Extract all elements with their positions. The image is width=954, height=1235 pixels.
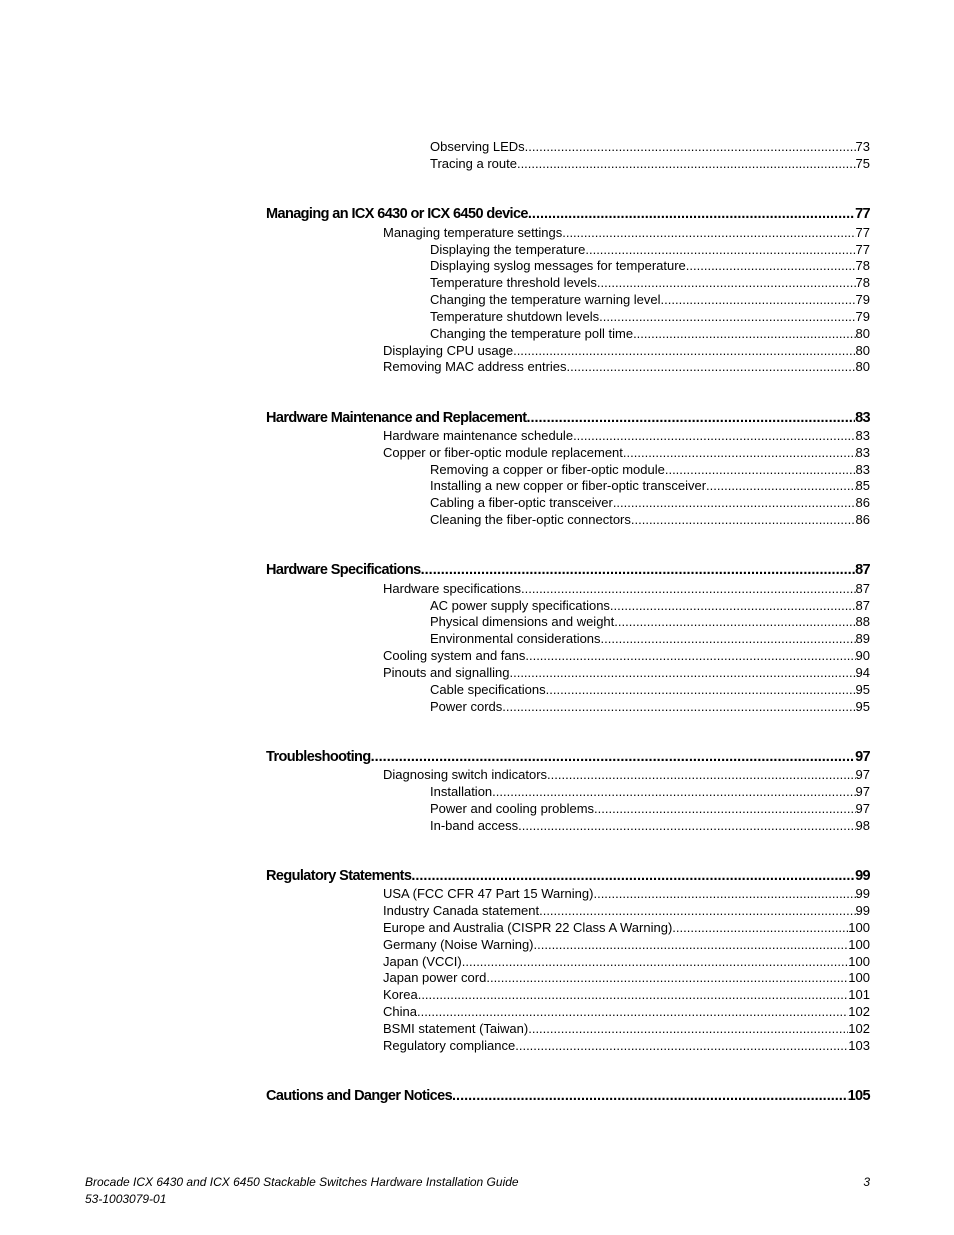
toc-dot-leader bbox=[610, 598, 856, 613]
toc-page-number: 94 bbox=[855, 665, 870, 680]
toc-section-entry[interactable] bbox=[383, 937, 870, 952]
toc-page-number: 100 bbox=[848, 920, 870, 935]
toc-page-number: 98 bbox=[855, 818, 870, 833]
toc-entry-title: Tracing a route bbox=[430, 156, 517, 171]
toc-dot-leader bbox=[509, 665, 855, 680]
toc-section-entry[interactable] bbox=[383, 767, 870, 782]
toc-section-entry[interactable] bbox=[430, 156, 870, 171]
toc-page-number: 85 bbox=[855, 478, 870, 493]
toc-entry-title: Troubleshooting bbox=[266, 749, 371, 765]
toc-section-entry[interactable] bbox=[383, 970, 870, 985]
toc-page-number: 80 bbox=[855, 359, 870, 374]
toc-entry-title: Cleaning the fiber-optic connectors bbox=[430, 512, 631, 527]
toc-section-entry[interactable] bbox=[430, 699, 870, 714]
toc-section-entry[interactable] bbox=[430, 258, 870, 273]
toc-entry-title: Korea bbox=[383, 987, 418, 1002]
toc-dot-leader bbox=[515, 1038, 848, 1053]
toc-section-entry[interactable] bbox=[430, 275, 870, 290]
toc-section-entry[interactable] bbox=[383, 359, 870, 374]
toc-page-number: 78 bbox=[855, 275, 870, 290]
toc-page-number: 101 bbox=[848, 987, 870, 1002]
toc-entry-title: Pinouts and signalling bbox=[383, 665, 510, 680]
toc-entry-title: Europe and Australia (CISPR 22 Class A Warning) bbox=[383, 920, 673, 935]
toc-entry-title: Managing temperature settings bbox=[383, 225, 563, 240]
toc-entry-title: Diagnosing switch indicators bbox=[383, 767, 548, 782]
toc-page-number: 99 bbox=[855, 868, 870, 884]
toc-chapter-entry[interactable] bbox=[266, 1088, 870, 1104]
toc-dot-leader bbox=[631, 512, 856, 527]
toc-dot-leader bbox=[672, 920, 848, 935]
toc-page-number: 90 bbox=[855, 648, 870, 663]
toc-chapter-entry[interactable] bbox=[266, 206, 870, 222]
toc-section-entry[interactable] bbox=[430, 801, 870, 816]
toc-section-entry[interactable] bbox=[430, 495, 870, 510]
toc-section-entry[interactable] bbox=[430, 614, 870, 629]
toc-dot-leader bbox=[517, 156, 856, 171]
toc-page-number: 87 bbox=[855, 598, 870, 613]
toc-dot-leader bbox=[371, 749, 855, 765]
toc-page-number: 95 bbox=[855, 699, 870, 714]
toc-dot-leader bbox=[547, 767, 856, 782]
toc-page-number: 83 bbox=[855, 428, 870, 443]
toc-dot-leader bbox=[665, 462, 856, 477]
toc-page-number: 79 bbox=[855, 292, 870, 307]
toc-page-number: 97 bbox=[855, 767, 870, 782]
toc-entry-title: Industry Canada statement bbox=[383, 903, 540, 918]
toc-page-number: 87 bbox=[855, 562, 870, 578]
toc-page-number: 83 bbox=[855, 410, 870, 426]
toc-page-number: 83 bbox=[855, 445, 870, 460]
toc-dot-leader bbox=[706, 478, 856, 493]
toc-entry-title: Cooling system and fans bbox=[383, 648, 526, 663]
toc-section-entry[interactable] bbox=[430, 818, 870, 833]
toc-page-number: 102 bbox=[848, 1021, 870, 1036]
toc-section-entry[interactable] bbox=[383, 1038, 870, 1053]
toc-dot-leader bbox=[462, 954, 849, 969]
toc-dot-leader bbox=[601, 631, 856, 646]
toc-page-number: 77 bbox=[855, 225, 870, 240]
toc-entry-title: Installing a new copper or fiber-optic transceiver bbox=[430, 478, 707, 493]
toc-section-entry[interactable] bbox=[383, 920, 870, 935]
toc-page-number: 79 bbox=[855, 309, 870, 324]
toc-dot-leader bbox=[599, 309, 855, 324]
toc-entry-title: Japan (VCCI) bbox=[383, 954, 462, 969]
toc-entry-title: Germany (Noise Warning) bbox=[383, 937, 534, 952]
toc-page-number: 87 bbox=[855, 581, 870, 596]
toc-dot-leader bbox=[525, 648, 855, 663]
toc-dot-leader bbox=[518, 818, 855, 833]
toc-dot-leader bbox=[492, 784, 855, 799]
toc-entry-title: Observing LEDs bbox=[430, 139, 525, 154]
toc-page-number: 97 bbox=[855, 749, 870, 765]
toc-entry-title: Displaying syslog messages for temperature bbox=[430, 258, 686, 273]
toc-dot-leader bbox=[585, 242, 855, 257]
toc-section-entry[interactable] bbox=[383, 581, 870, 596]
toc-page-number: 99 bbox=[855, 886, 870, 901]
toc-dot-leader bbox=[513, 343, 855, 358]
footer-page-number: 3 bbox=[863, 1175, 870, 1189]
toc-page-number: 97 bbox=[855, 784, 870, 799]
toc-entry-title: Hardware maintenance schedule bbox=[383, 428, 574, 443]
toc-section-entry[interactable] bbox=[383, 665, 870, 680]
toc-section-entry[interactable] bbox=[383, 225, 870, 240]
toc-dot-leader bbox=[452, 1088, 848, 1104]
toc-page-number: 103 bbox=[848, 1038, 870, 1053]
toc-dot-leader bbox=[421, 562, 855, 578]
toc-dot-leader bbox=[526, 410, 855, 426]
toc-page-number: 105 bbox=[847, 1088, 870, 1104]
toc-entry-title: Removing a copper or fiber-optic module bbox=[430, 462, 665, 477]
toc-page-number: 86 bbox=[855, 512, 870, 527]
toc-page-number: 88 bbox=[855, 614, 870, 629]
toc-section-entry[interactable] bbox=[430, 478, 870, 493]
toc-dot-leader bbox=[562, 225, 855, 240]
toc-entry-title: Cable specifications bbox=[430, 682, 546, 697]
toc-entry-title: In-band access bbox=[430, 818, 519, 833]
toc-dot-leader bbox=[633, 326, 855, 341]
toc-page-number: 99 bbox=[855, 903, 870, 918]
toc-entry-title: Managing an ICX 6430 or ICX 6450 device bbox=[266, 206, 528, 222]
toc-dot-leader bbox=[539, 903, 855, 918]
toc-entry-title: Installation bbox=[430, 784, 493, 799]
toc-section-entry[interactable] bbox=[383, 903, 870, 918]
toc-section-entry[interactable] bbox=[383, 648, 870, 663]
toc-section-entry[interactable] bbox=[383, 1021, 870, 1036]
toc-dot-leader bbox=[546, 682, 856, 697]
toc-entry-title: Changing the temperature warning level bbox=[430, 292, 661, 307]
toc-entry-title: USA (FCC CFR 47 Part 15 Warning) bbox=[383, 886, 594, 901]
toc-page-number: 77 bbox=[855, 206, 870, 222]
toc-section-entry[interactable] bbox=[430, 784, 870, 799]
toc-page-number: 73 bbox=[855, 139, 870, 154]
toc-dot-leader bbox=[534, 937, 849, 952]
toc-entry-title: Cabling a fiber-optic transceiver bbox=[430, 495, 613, 510]
toc-dot-leader bbox=[521, 581, 856, 596]
toc-page-number: 95 bbox=[855, 682, 870, 697]
toc-section-entry[interactable] bbox=[383, 886, 870, 901]
toc-dot-leader bbox=[567, 359, 856, 374]
toc-entry-title: Removing MAC address entries bbox=[383, 359, 567, 374]
toc-dot-leader bbox=[661, 292, 856, 307]
toc-entry-title: Environmental considerations bbox=[430, 631, 601, 646]
toc-entry-title: Japan power cord bbox=[383, 970, 487, 985]
toc-entry-title: Hardware specifications bbox=[383, 581, 522, 596]
toc-section-entry[interactable] bbox=[383, 987, 870, 1002]
toc-entry-title: Power cords bbox=[430, 699, 503, 714]
toc-page-number: 80 bbox=[855, 343, 870, 358]
toc-section-entry[interactable] bbox=[430, 462, 870, 477]
toc-entry-title: China bbox=[383, 1004, 417, 1019]
toc-entry-title: Displaying CPU usage bbox=[383, 343, 514, 358]
toc-entry-title: Temperature threshold levels bbox=[430, 275, 597, 290]
toc-entry-title: Regulatory Statements bbox=[266, 868, 412, 884]
toc-section-entry[interactable] bbox=[430, 682, 870, 697]
toc-section-entry[interactable] bbox=[383, 428, 870, 443]
toc-entry-title: Changing the temperature poll time bbox=[430, 326, 634, 341]
footer-title: Brocade ICX 6430 and ICX 6450 Stackable Switches Hardware Installation Guide bbox=[85, 1175, 519, 1189]
toc-entry-title: BSMI statement (Taiwan) bbox=[383, 1021, 529, 1036]
toc-section-entry[interactable] bbox=[383, 445, 870, 460]
toc-entry-title: Cautions and Danger Notices bbox=[266, 1088, 453, 1104]
toc-entry-title: Hardware Maintenance and Replacement bbox=[266, 410, 527, 426]
toc-section-entry[interactable] bbox=[430, 292, 870, 307]
toc-dot-leader bbox=[502, 699, 855, 714]
toc-section-entry[interactable] bbox=[430, 631, 870, 646]
toc-chapter-entry[interactable] bbox=[266, 749, 870, 765]
toc-dot-leader bbox=[623, 445, 856, 460]
toc-dot-leader bbox=[594, 801, 855, 816]
toc-entry-title: Copper or fiber-optic module replacement bbox=[383, 445, 623, 460]
toc-entry-title: Displaying the temperature bbox=[430, 242, 586, 257]
toc-dot-leader bbox=[486, 970, 848, 985]
toc-dot-leader bbox=[613, 495, 856, 510]
toc-page-number: 75 bbox=[855, 156, 870, 171]
toc-page-number: 86 bbox=[855, 495, 870, 510]
toc-entry-title: Power and cooling problems bbox=[430, 801, 595, 816]
toc-section-entry[interactable] bbox=[430, 242, 870, 257]
toc-section-entry[interactable] bbox=[430, 598, 870, 613]
toc-dot-leader bbox=[686, 258, 856, 273]
toc-chapter-entry[interactable] bbox=[266, 562, 870, 578]
toc-page-number: 100 bbox=[848, 954, 870, 969]
toc-dot-leader bbox=[411, 868, 855, 884]
toc-page-number: 89 bbox=[855, 631, 870, 646]
toc-section-entry[interactable] bbox=[430, 139, 870, 154]
toc-dot-leader bbox=[593, 886, 855, 901]
toc-dot-leader bbox=[614, 614, 855, 629]
toc-page-number: 100 bbox=[848, 970, 870, 985]
toc-page-number: 97 bbox=[855, 801, 870, 816]
toc-chapter-entry[interactable] bbox=[266, 410, 870, 426]
toc-entry-title: Hardware Specifications bbox=[266, 562, 421, 578]
toc-dot-leader bbox=[528, 206, 855, 222]
toc-page-number: 83 bbox=[855, 462, 870, 477]
toc-section-entry[interactable] bbox=[383, 954, 870, 969]
toc-page-number: 77 bbox=[855, 242, 870, 257]
toc-section-entry[interactable] bbox=[430, 309, 870, 324]
toc-dot-leader bbox=[528, 1021, 848, 1036]
toc-section-entry[interactable] bbox=[430, 512, 870, 527]
toc-dot-leader bbox=[418, 987, 849, 1002]
toc-page-number: 80 bbox=[855, 326, 870, 341]
toc-dot-leader bbox=[573, 428, 855, 443]
toc-section-entry[interactable] bbox=[383, 1004, 870, 1019]
toc-page-number: 100 bbox=[848, 937, 870, 952]
toc-section-entry[interactable] bbox=[383, 343, 870, 358]
toc-dot-leader bbox=[417, 1004, 848, 1019]
toc-chapter-entry[interactable] bbox=[266, 868, 870, 884]
footer-doc-number: 53-1003079-01 bbox=[85, 1192, 167, 1206]
toc-dot-leader bbox=[597, 275, 856, 290]
toc-entry-title: AC power supply specifications bbox=[430, 598, 610, 613]
toc-entry-title: Physical dimensions and weight bbox=[430, 614, 615, 629]
toc-section-entry[interactable] bbox=[430, 326, 870, 341]
toc-entry-title: Temperature shutdown levels bbox=[430, 309, 600, 324]
toc-dot-leader bbox=[525, 139, 856, 154]
toc-page-number: 102 bbox=[848, 1004, 870, 1019]
toc-entry-title: Regulatory compliance bbox=[383, 1038, 516, 1053]
toc-page-number: 78 bbox=[855, 258, 870, 273]
